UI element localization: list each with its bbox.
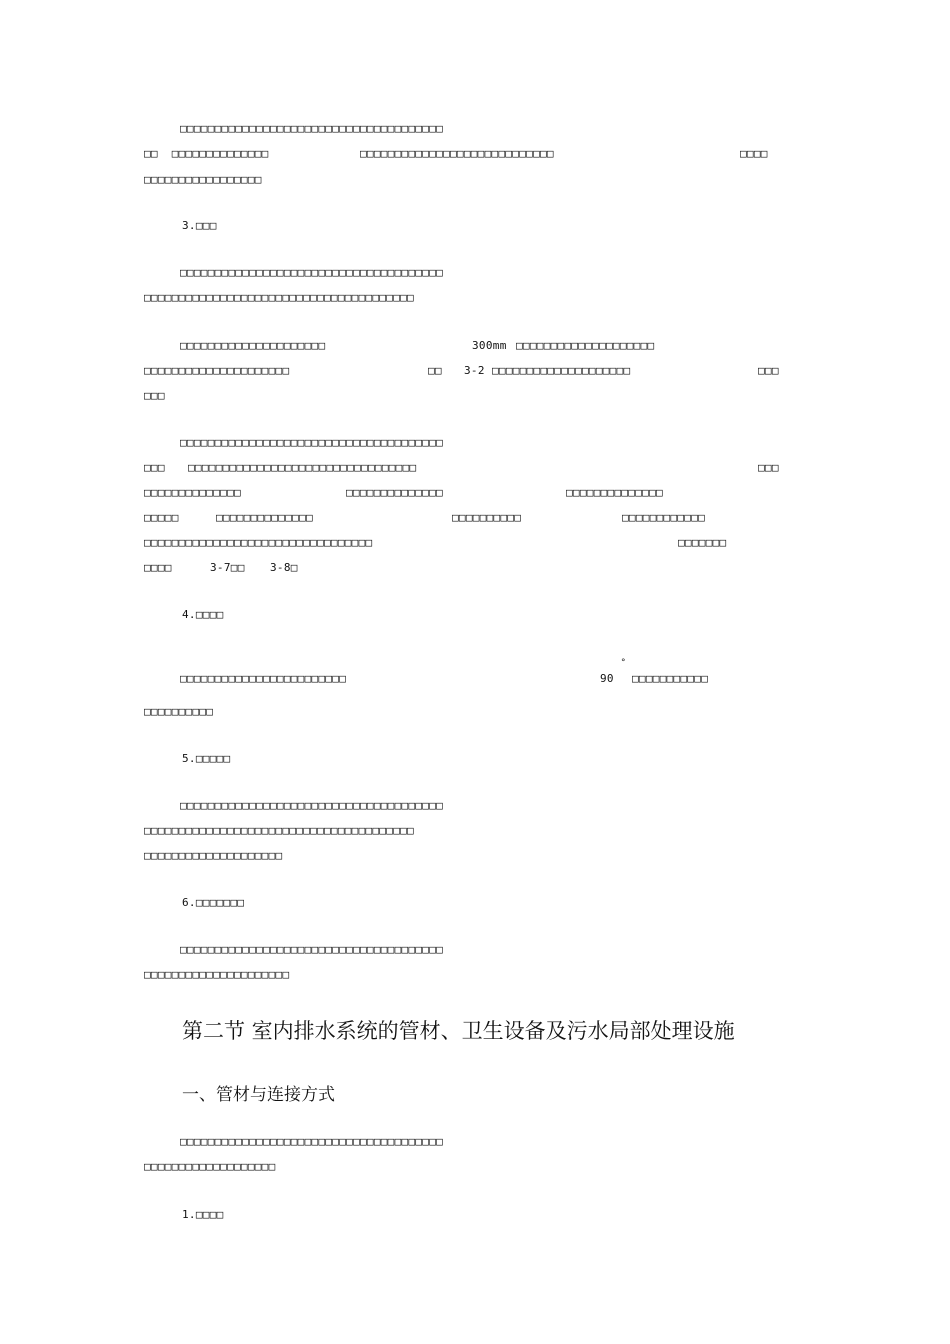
paragraph-line: □□□□□□□ — [678, 536, 727, 549]
paragraph-line: □□□□□□□□□□□□□□□□□□□ — [144, 1160, 276, 1173]
paragraph-line: □□□□□□□□□□□□□□□□□□□□□□□□ — [180, 672, 347, 685]
section-title: 第二节 室内排水系统的管材、卫生设备及污水局部处理设施 — [182, 1019, 735, 1043]
paragraph-line: □□□□□□□□□□□□□□□□□□□□□□□□□□□□□□□□□□□□□□□ — [144, 291, 414, 304]
paragraph-line: □□□□□□□□□□□□ — [622, 511, 706, 524]
paragraph-line: □□□□□□□□□□□□□□□□□□□□□ — [180, 339, 326, 352]
item-heading: 4.□□□□ — [182, 608, 224, 621]
paragraph-line: □□□□□□□□□□□□□□□□□□□□□□□□□□□□□□□□□ — [144, 536, 373, 549]
section-subtitle: 一、管材与连接方式 — [182, 1085, 335, 1105]
paragraph-line: □□□□□□□□□□□□□□□□□□□□□ — [144, 364, 290, 377]
item-heading: 5.□□□□□ — [182, 752, 231, 765]
paragraph-line: 3-2 — [464, 364, 485, 377]
paragraph-line: □□□ — [758, 461, 779, 474]
degree-mark: ° — [621, 658, 626, 668]
paragraph-line: □□□□□□□□□□□□□□□□□□□□□□□□□□□□□□□□□□□□□□ — [180, 1135, 444, 1148]
paragraph-line: □□□□□□□□□□ — [452, 511, 522, 524]
paragraph-line: 3-8□ — [270, 561, 298, 574]
paragraph-line: 300mm — [472, 339, 507, 352]
paragraph-line: 90 — [600, 672, 614, 685]
paragraph-line: □□□□□□□□□□□□□□□□□□□□ — [492, 364, 631, 377]
paragraph-line: □□□□□□□□□□□□□□□□□□□□□□□□□□□□□□□□□□□□□□ — [180, 122, 444, 135]
paragraph-line: □□□ — [144, 461, 165, 474]
paragraph-line: □□□□□□□□□□□ — [632, 672, 709, 685]
paragraph-line: □□□□□□□□□□□□□□□□□□□□□□□□□□□□ — [360, 147, 554, 160]
paragraph-line: □□□□□□□□□□□□□□□□□□□□□□□□□□□□□□□□□□□□□□ — [180, 436, 444, 449]
paragraph-line: □□□□□□□□□□□□□□□□□□□□□□□□□□□□□□□□□□□□□□ — [180, 799, 444, 812]
paragraph-line: □□□□ — [740, 147, 768, 160]
paragraph-line: □□□□□□□□□□□□□□□□□ — [144, 173, 262, 186]
paragraph-line: □□□□□□□□□□□□□□□□□□□□□□□□□□□□□□□□□□□□□□ — [180, 943, 444, 956]
paragraph-line: □□□ — [144, 389, 165, 402]
paragraph-line: □□□□□□□□□□□□□□□□□□□□ — [516, 339, 655, 352]
paragraph-line: □□□□□□□□□□□□□□ — [566, 486, 663, 499]
paragraph-line: □□□□□□□□□□□□□□□□□□□□□□□□□□□□□□□□□□□□□□□ — [144, 824, 414, 837]
paragraph-line: □□□□□□□□□□ — [144, 705, 214, 718]
paragraph-line: □□□□□□□□□□□□□□□□□□□□ — [144, 849, 283, 862]
item-heading: 3.□□□ — [182, 219, 217, 232]
paragraph-line: □□□ — [758, 364, 779, 377]
paragraph-line: □□□□□□□□□□□□□□□□□□□□□□□□□□□□□□□□□□□□□□ — [180, 266, 444, 279]
paragraph-line: 3-7□□ — [210, 561, 245, 574]
item-heading: 1.□□□□ — [182, 1208, 224, 1221]
paragraph-line: □□□□□□□□□□□□□□ — [346, 486, 443, 499]
paragraph-line: □□□□□□□□□□□□□□□□□□□□□□□□□□□□□□□□□ — [188, 461, 417, 474]
item-heading: 6.□□□□□□□ — [182, 896, 245, 909]
paragraph-line: □□□□□□□□□□□□□□ — [144, 486, 241, 499]
paragraph-line: □□□□□□□□□□□□□□ — [216, 511, 313, 524]
paragraph-line: □□ □□□□□□□□□□□□□□ — [144, 147, 269, 160]
paragraph-line: □□ — [428, 364, 442, 377]
paragraph-line: □□□□ — [144, 561, 172, 574]
paragraph-line: □□□□□ — [144, 511, 179, 524]
paragraph-line: □□□□□□□□□□□□□□□□□□□□□ — [144, 968, 290, 981]
